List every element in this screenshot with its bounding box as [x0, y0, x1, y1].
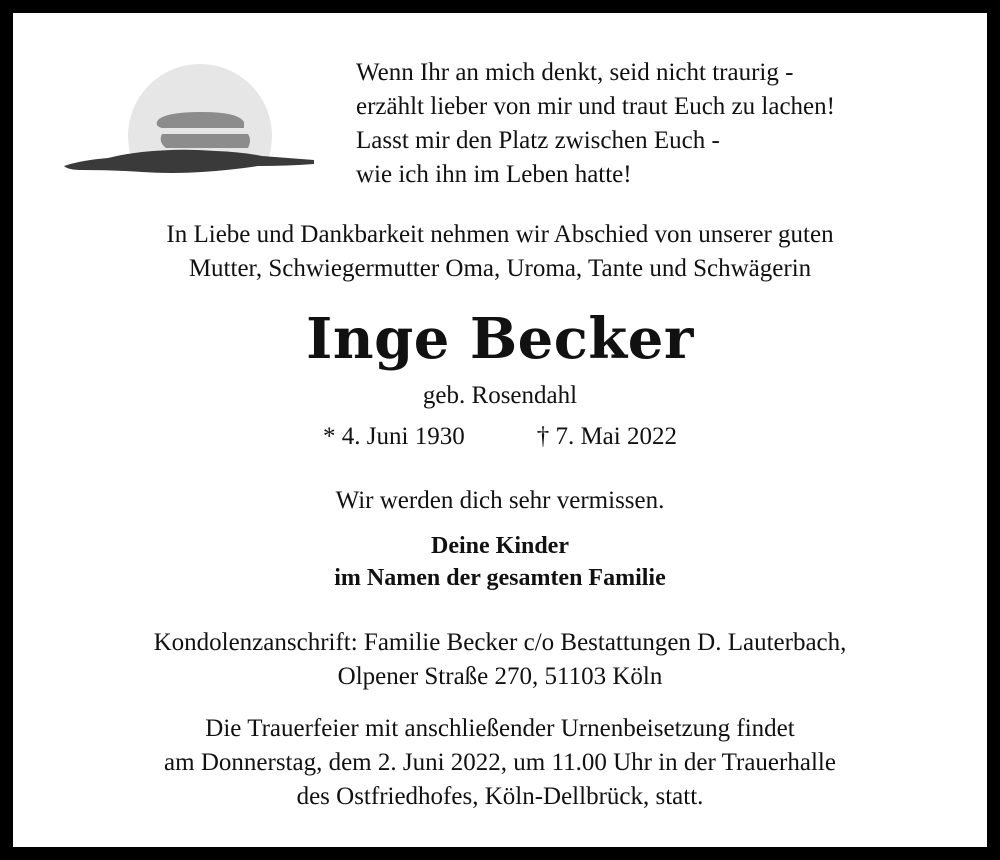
- maiden-name: geb. Rosendahl: [422, 382, 578, 409]
- signer-line: im Namen der gesamten Familie: [334, 565, 666, 591]
- intro-line: In Liebe und Dankbarkeit nehmen wir Abschied von unserer guten: [166, 221, 834, 248]
- sun-band-shape: [161, 134, 250, 148]
- condolence-address: [0, 626, 1000, 694]
- poem-line: Wenn Ihr an mich denkt, seid nicht traurig -: [356, 59, 794, 86]
- signer-line: Deine Kinder: [431, 533, 569, 559]
- service-line: Die Trauerfeier mit anschließender Urnenbeisetzung findet: [205, 715, 795, 742]
- service-line: am Donnerstag, dem 2. Juni 2022, um 11.00 Uhr in der Trauerhalle: [164, 749, 836, 776]
- poem-line: Lasst mir den Platz zwischen Euch -: [356, 127, 720, 154]
- death-date: † 7. Mai 2022: [536, 423, 677, 450]
- poem-verse: [356, 56, 966, 192]
- intro-text: [0, 218, 1000, 286]
- funeral-service-info: [0, 712, 1000, 814]
- birth-date: * 4. Juni 1930: [323, 423, 465, 450]
- deceased-name: Inge Becker: [306, 306, 694, 372]
- address-line: Kondolenzanschrift: Familie Becker c/o Bestattungen D. Lauterbach,: [153, 629, 847, 656]
- sunset-island-icon: [62, 62, 316, 178]
- intro-line: Mutter, Schwiegermutter Oma, Uroma, Tante und Schwägerin: [188, 255, 812, 282]
- address-line: Olpener Straße 270, 51103 Köln: [337, 663, 663, 690]
- poem-line: erzählt lieber von mir und traut Euch zu lachen!: [356, 93, 835, 120]
- service-line: des Ostfriedhofes, Köln-Dellbrück, statt.: [296, 783, 704, 810]
- closing-text: Wir werden dich sehr vermissen.: [335, 487, 665, 514]
- poem-line: wie ich ihn im Leben hatte!: [356, 161, 632, 188]
- signers: [0, 530, 1000, 594]
- life-dates: [0, 420, 1000, 454]
